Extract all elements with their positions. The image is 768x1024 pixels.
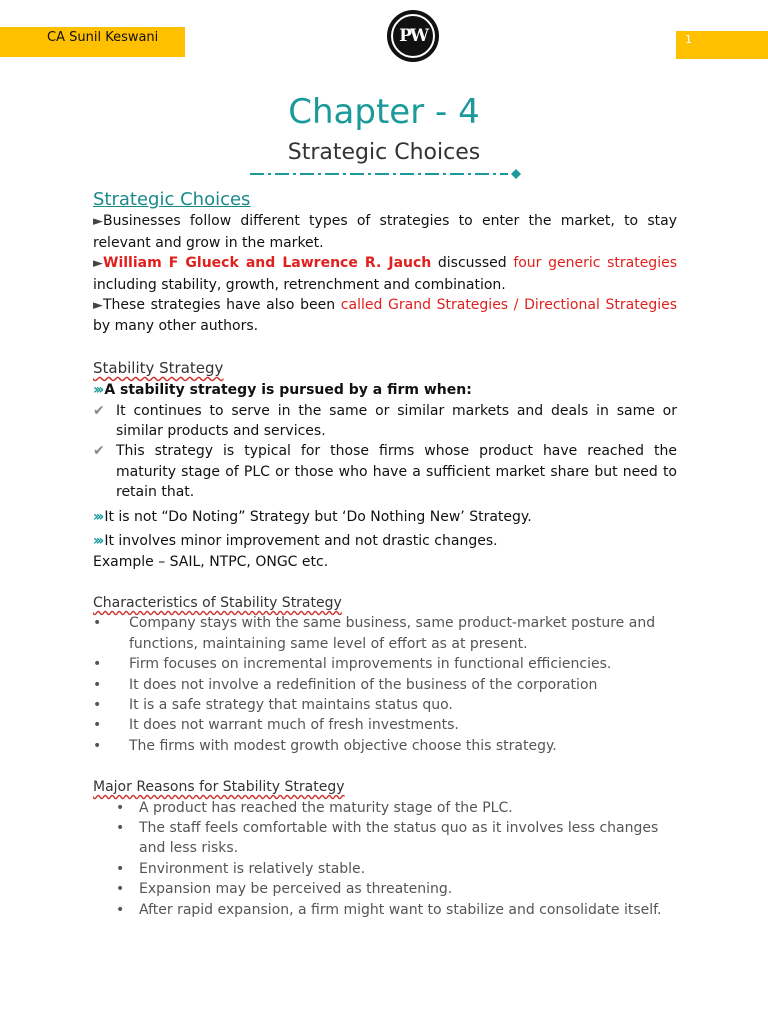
list-item: • After rapid expansion, a firm might want to stabilize and consolidate itself. (93, 900, 677, 920)
author-banner (0, 27, 185, 57)
list-item: • It does not involve a redefinition of the business of the corporation (93, 675, 677, 695)
list-item: • The staff feels comfortable with the status quo as it involves less changes and less risks. (116, 819, 659, 857)
bullet-icon: • (93, 737, 102, 754)
triple-chevron-icon: ››› (93, 508, 102, 525)
bullet-icon: • (116, 799, 125, 816)
paragraph-grand-strategies: ►These strategies have also been called Grand Strategies / Directional Strategies by many other authors. (93, 297, 677, 335)
bullet-icon: • (116, 901, 125, 918)
document-body (93, 190, 677, 920)
bullet-icon: • (93, 717, 102, 734)
paragraph-intro: ►Businesses follow different types of strategies to enter the market, to stay relevant and grow in the market. (93, 213, 677, 251)
bullet-icon: • (93, 615, 102, 632)
pw-logo-text: PW (391, 14, 435, 58)
bullet-icon: • (116, 860, 125, 877)
page-number: 1 (685, 33, 692, 46)
bullet-icon: • (116, 819, 125, 836)
section-heading-strategic-choices: Strategic Choices (93, 189, 251, 210)
list-item: • It does not warrant much of fresh investments. (93, 715, 677, 735)
bullet-icon: • (93, 656, 102, 673)
triple-chevron-icon: ››› (93, 533, 102, 550)
list-item: • Company stays with the same business, same product-market posture and functions, maintaining same level of effort as at present. (93, 615, 656, 652)
reasons-list (93, 798, 677, 920)
list-item: • The firms with modest growth objective choose this strategy. (93, 736, 677, 756)
section-heading-reasons: Major Reasons for Stability Strategy (93, 779, 345, 796)
check-icon: ✔ (93, 443, 105, 460)
paragraph-glueck: ►William F Glueck and Lawrence R. Jauch discussed four generic strategies including stability, growth, retrenchment and combination. (93, 255, 677, 293)
arrow-right-icon: ► (93, 298, 103, 314)
authors-names: William F Glueck and Lawrence R. Jauch (103, 255, 432, 272)
stability-point-do-nothing: ››› It is not “Do Noting” Strategy but ‘Do Nothing New’ Strategy. (93, 508, 532, 525)
title-divider (246, 167, 526, 181)
stability-intro: ››› A stability strategy is pursued by a firm when: (93, 382, 472, 399)
list-item: • It is a safe strategy that maintains status quo. (93, 695, 677, 715)
section-heading-characteristics: Characteristics of Stability Strategy (93, 594, 342, 611)
bullet-icon: • (93, 676, 102, 693)
bullet-icon: • (93, 696, 102, 713)
grand-strategies-text: called Grand Strategies / Directional Strategies (340, 297, 677, 314)
author-name: CA Sunil Keswani (47, 30, 159, 45)
pw-logo (387, 10, 439, 62)
list-item: • A product has reached the maturity stage of the PLC. (93, 798, 677, 818)
chapter-subtitle: Strategic Choices (287, 140, 481, 165)
stability-point-minor-improvement: ››› It involves minor improvement and not drastic changes. (93, 533, 498, 550)
check-item: ✔ It continues to serve in the same or similar markets and deals in same or similar products and services. (93, 402, 677, 440)
four-generic-strategies: four generic strategies (513, 255, 677, 272)
characteristics-list (93, 613, 677, 756)
arrow-right-icon: ► (93, 256, 103, 272)
page-number-banner (676, 31, 768, 59)
stability-example: Example – SAIL, NTPC, ONGC etc. (93, 553, 329, 570)
list-item: • Environment is relatively stable. (93, 859, 677, 879)
bullet-icon: • (116, 881, 125, 898)
section-heading-stability: Stability Strategy (93, 358, 224, 377)
check-item: ✔ This strategy is typical for those firms whose product have reached the maturity stage of PLC or those who have a sufficient market share but need to retain that. (93, 443, 677, 501)
arrow-right-icon: ► (93, 214, 103, 230)
list-item: • Expansion may be perceived as threatening. (93, 879, 677, 899)
chapter-title: Chapter - 4 (288, 92, 480, 132)
triple-chevron-icon: ››› (93, 382, 102, 399)
check-icon: ✔ (93, 402, 105, 419)
list-item: • Firm focuses on incremental improvements in functional efficiencies. (93, 654, 677, 674)
